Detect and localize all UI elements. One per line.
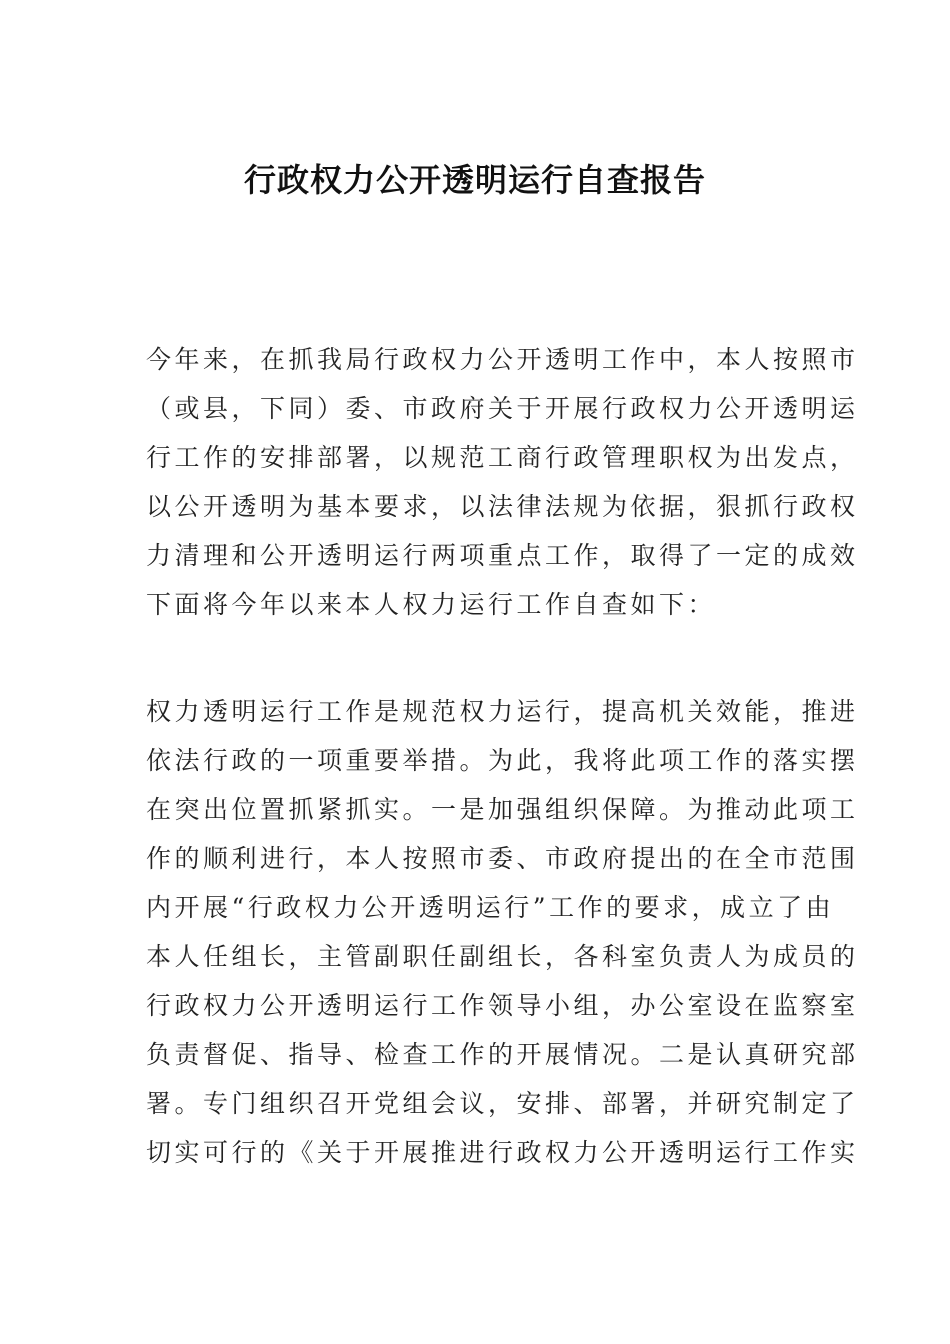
paragraph-intro [146, 335, 859, 629]
text-line: 切实可行的《关于开展推进行政权力公开透明运行工作实 [146, 1138, 859, 1167]
text-line: 负责督促、指导、检查工作的开展情况。二是认真研究部 [146, 1040, 859, 1069]
text-line: 在突出位置抓紧抓实。一是加强组织保障。为推动此项工 [146, 795, 859, 824]
text-line: 行政权力公开透明运行工作领导小组，办公室设在监察室 [146, 991, 859, 1020]
text-line: （或县，下同）委、市政府关于开展行政权力公开透明运 [146, 394, 859, 423]
text-line: 下面将今年以来本人权力运行工作自查如下： [146, 590, 717, 619]
text-line: 行工作的安排部署，以规范工商行政管理职权为出发点， [146, 443, 859, 472]
document-title: 行政权力公开透明运行自查报告 [243, 161, 706, 199]
text-line: 以公开透明为基本要求，以法律法规为依据，狠抓行政权 [146, 492, 859, 521]
text-line: 署。专门组织召开党组会议，安排、部署，并研究制定了 [146, 1089, 859, 1118]
text-line: 权力透明运行工作是规范权力运行，提高机关效能，推进 [146, 697, 859, 726]
text-line: 力清理和公开透明运行两项重点工作，取得了一定的成效 [146, 541, 859, 570]
text-line: 本人任组长，主管副职任副组长，各科室负责人为成员的 [146, 942, 859, 971]
text-line: 依法行政的一项重要举措。为此，我将此项工作的落实摆 [146, 746, 859, 775]
text-line: 今年来，在抓我局行政权力公开透明工作中，本人按照市 [146, 345, 859, 374]
text-line: 内开展“行政权力公开透明运行”工作的要求，成立了由 [146, 893, 835, 922]
text-line: 作的顺利进行，本人按照市委、市政府提出的在全市范围 [146, 844, 859, 873]
paragraph-body [146, 687, 859, 1177]
